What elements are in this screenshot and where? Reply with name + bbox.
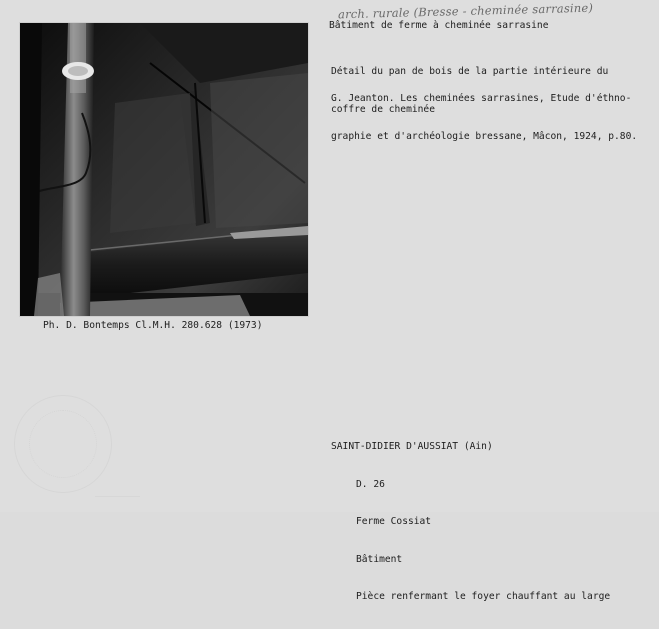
photo-image xyxy=(20,23,308,316)
faint-ink-mark xyxy=(95,488,140,497)
location-farm: Ferme Cossiat xyxy=(356,516,432,527)
location-room: Pièce renfermant le foyer chauffant au large xyxy=(356,591,611,602)
bibliography-line: G. Jeanton. Les cheminées sarrasines, Etude d'éthno- xyxy=(331,93,632,104)
bibliography-line: graphie et d'archéologie bressane, Mâcon, 1924, p.80. xyxy=(331,130,638,142)
location-road: D. 26 xyxy=(356,478,385,490)
detail-line: coffre de cheminée xyxy=(331,103,435,115)
bibliography-reference xyxy=(331,68,637,168)
detail-line: Détail du pan de bois de la partie intérieure du xyxy=(331,66,609,77)
location-commune: SAINT-DIDIER D'AUSSIAT (Ain) xyxy=(331,441,493,452)
card-title: Bâtiment de ferme à cheminée sarrasine xyxy=(329,20,549,31)
handwritten-note: arch. rurale (Bresse - cheminée sarrasine) xyxy=(337,0,594,22)
archive-stamp xyxy=(14,395,112,493)
location-block xyxy=(331,416,610,629)
photo-credit: Ph. D. Bontemps Cl.M.H. 280.628 (1973) xyxy=(43,320,263,331)
interior-photo xyxy=(19,22,309,317)
location-building: Bâtiment xyxy=(356,553,403,565)
